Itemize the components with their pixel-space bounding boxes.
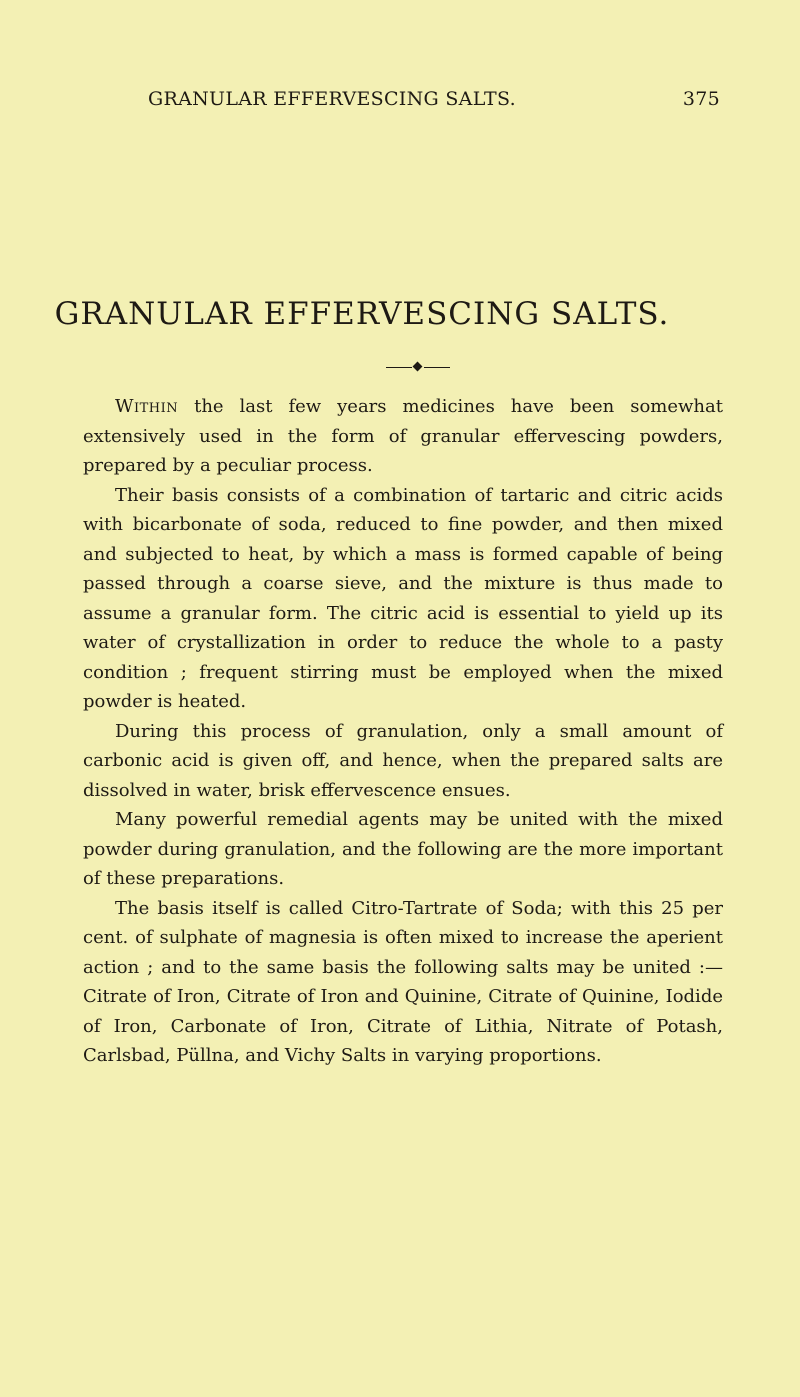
- running-title: GRANULAR EFFERVESCING SALTS.: [148, 88, 517, 110]
- paragraph-1-text: the last few years medicines have been somewhat extensively used in the form of granular effervescing powders, prepared by a peculiar process.: [83, 396, 723, 476]
- paragraph-3: During this process of granulation, only a small amount of carbonic acid is given off, and hence, when the prepared salts are dissolved in water, brisk effervescence ensues.: [83, 720, 723, 801]
- paragraph-5: The basis itself is called Citro-Tartrate of Soda; with this 25 per cent. of sulphate of magnesia is often mixed to increase the aperient action ; and to the same basis the following salts may be united :—Citrate of Iron, Citrate of Iron and Quinine, Citrate of Quinine, Iodide of Iron, Carbonate of Iron, Citrate of Lithia, Nitrate of Potash, Carlsbad, Püllna, and Vichy Salts in varying proportions.: [83, 897, 723, 1066]
- page-number: 375: [682, 88, 720, 110]
- paragraph-2: Their basis consists of a combination of tartaric and citric acids with bicarbonate of soda, reduced to fine powder, and then mixed and subjected to heat, by which a mass is formed capable of being passed through a coarse sieve, and the mixture is thus made to assume a granular form. The citric acid is essential to yield up its water of crystallization in order to reduce the whole to a pasty condition ; frequent stirring must be employed when the mixed powder is heated.: [83, 484, 723, 712]
- body-text: [83, 392, 723, 1071]
- paragraph-4: Many powerful remedial agents may be united with the mixed powder during granulation, and the following are the more important of these preparations.: [83, 809, 723, 889]
- paragraph-1-lead: Within: [115, 396, 179, 417]
- paragraph-1: [83, 392, 723, 481]
- chapter-title: GRANULAR EFFERVESCING SALTS.: [54, 296, 670, 332]
- ornament-divider-icon: [386, 360, 450, 374]
